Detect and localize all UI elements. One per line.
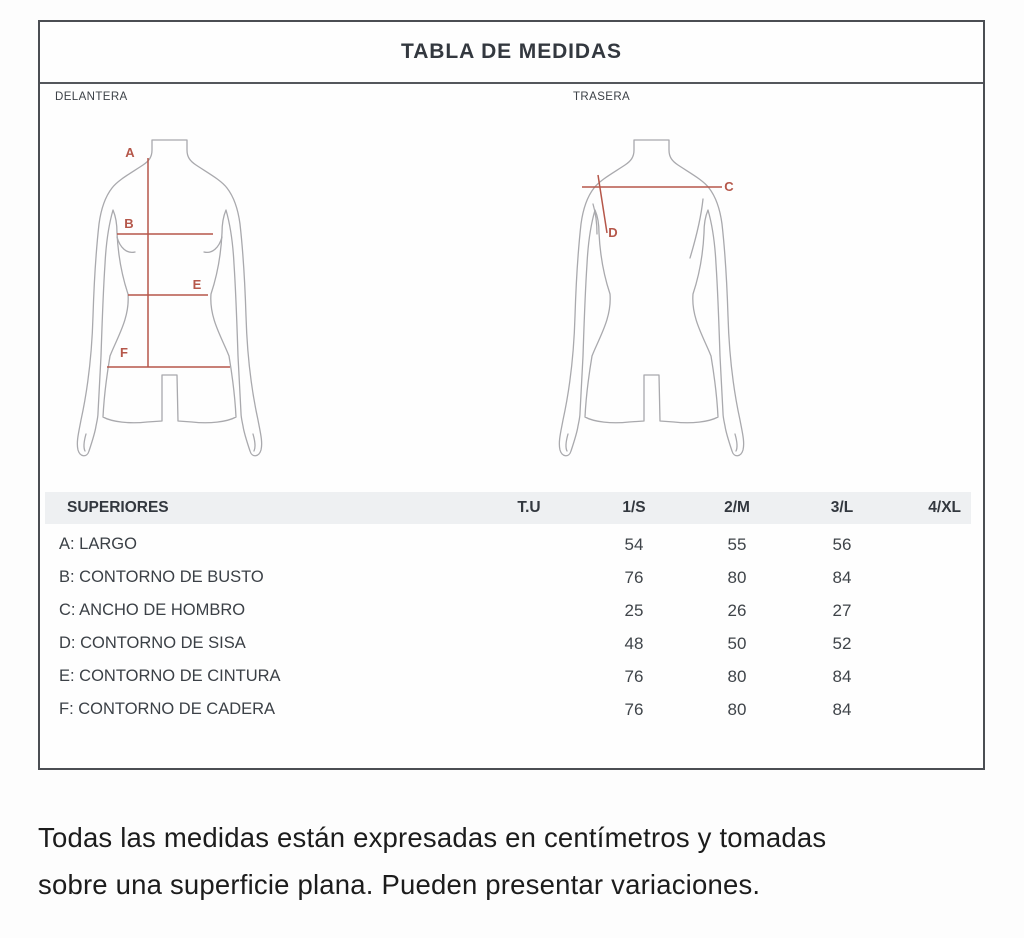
table-body bbox=[45, 528, 971, 726]
cell-s: 76 bbox=[624, 699, 644, 719]
cell-m: 80 bbox=[727, 567, 747, 587]
table-header-tu: T.U bbox=[517, 499, 541, 516]
table-header-s: 1/S bbox=[622, 499, 646, 516]
row-label: A: LARGO bbox=[59, 535, 137, 553]
back-shoulder-curve-right bbox=[690, 199, 703, 258]
row-label: E: CONTORNO DE CINTURA bbox=[59, 667, 281, 685]
row-label: B: CONTORNO DE BUSTO bbox=[59, 568, 264, 586]
back-armpit-curve-left bbox=[593, 204, 597, 234]
measurement-disclaimer bbox=[38, 814, 826, 908]
cell-m: 50 bbox=[727, 633, 747, 653]
front-body-diagram bbox=[60, 136, 280, 461]
marker-label-E: E bbox=[192, 277, 202, 292]
front-bust-curve-left bbox=[117, 237, 135, 252]
cell-l: 84 bbox=[832, 567, 852, 587]
row-label: C: ANCHO DE HOMBRO bbox=[59, 601, 246, 619]
disclaimer-line-1: Todas las medidas están expresadas en centímetros y tomadas bbox=[38, 822, 827, 853]
cell-l: 56 bbox=[832, 534, 852, 554]
back-body-diagram bbox=[535, 136, 755, 461]
page-title: TABLA DE MEDIDAS bbox=[401, 40, 622, 63]
cell-l: 52 bbox=[832, 633, 852, 653]
cell-l: 27 bbox=[832, 600, 852, 620]
size-chart-panel bbox=[38, 20, 985, 770]
front-body-outline bbox=[77, 140, 261, 456]
front-view-label: DELANTERA bbox=[55, 91, 128, 103]
cell-s: 76 bbox=[624, 567, 644, 587]
cell-m: 80 bbox=[727, 666, 747, 686]
table-header-m: 2/M bbox=[724, 499, 750, 516]
table-row bbox=[45, 528, 971, 561]
disclaimer-line-2: sobre una superficie plana. Pueden presentar variaciones. bbox=[38, 869, 761, 900]
table-header-xl: 4/XL bbox=[928, 499, 961, 516]
marker-label-A: A bbox=[125, 145, 135, 160]
table-row bbox=[45, 561, 971, 594]
front-left-hand-detail bbox=[84, 434, 86, 451]
back-view-label: TRASERA bbox=[573, 91, 631, 103]
cell-s: 25 bbox=[624, 600, 644, 620]
back-left-hand-detail bbox=[566, 434, 568, 451]
table-row bbox=[45, 660, 971, 693]
cell-m: 26 bbox=[727, 600, 747, 620]
back-right-hand-detail bbox=[735, 434, 737, 451]
row-label: F: CONTORNO DE CADERA bbox=[59, 700, 276, 718]
measure-line-D bbox=[598, 175, 607, 233]
cell-m: 80 bbox=[727, 699, 747, 719]
table-header-section: SUPERIORES bbox=[67, 499, 169, 516]
row-label: D: CONTORNO DE SISA bbox=[59, 634, 246, 652]
marker-label-F: F bbox=[120, 345, 128, 360]
cell-s: 54 bbox=[624, 534, 644, 554]
cell-s: 76 bbox=[624, 666, 644, 686]
cell-s: 48 bbox=[624, 633, 644, 653]
cell-m: 55 bbox=[727, 534, 747, 554]
title-band bbox=[40, 22, 983, 84]
table-header-row bbox=[45, 492, 971, 524]
table-header-l: 3/L bbox=[830, 499, 854, 516]
cell-l: 84 bbox=[832, 699, 852, 719]
front-right-hand-detail bbox=[253, 434, 255, 451]
cell-l: 84 bbox=[832, 666, 852, 686]
front-bust-curve-right bbox=[204, 237, 222, 252]
table-row bbox=[45, 594, 971, 627]
table-row bbox=[45, 627, 971, 660]
table-row bbox=[45, 693, 971, 726]
marker-label-B: B bbox=[124, 216, 134, 231]
marker-label-C: C bbox=[724, 179, 734, 194]
marker-label-D: D bbox=[608, 225, 618, 240]
